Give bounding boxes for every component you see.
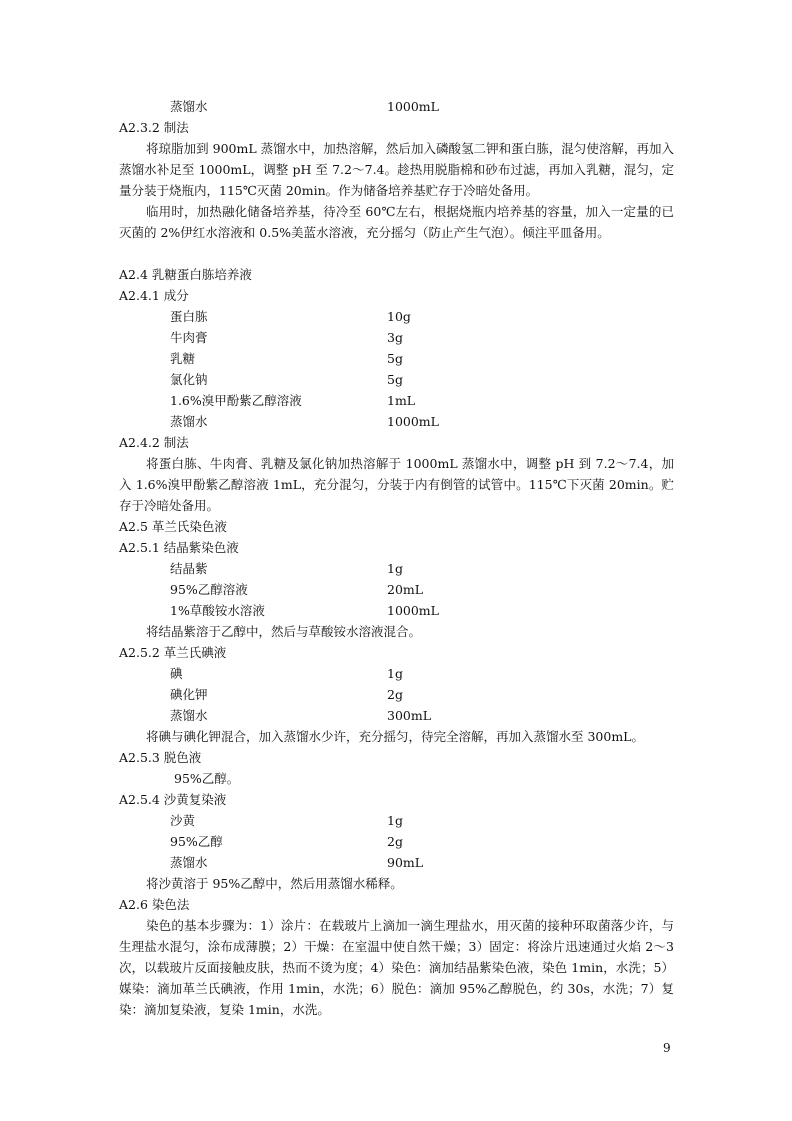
ingredient-name: 结晶紫 <box>170 561 208 576</box>
ingredient-qty: 1000mL <box>387 414 439 429</box>
ingredient-name: 蒸馏水 <box>170 708 208 723</box>
subsection-heading-a2-5-4: A2.5.4 沙黄复染液 <box>119 792 227 807</box>
ingredient-name: 沙黄 <box>170 813 196 828</box>
section-heading-a2-6: A2.6 染色法 <box>119 897 190 912</box>
ingredient-qty: 5g <box>387 372 403 387</box>
text-a2-5-3: 95%乙醇。 <box>174 771 240 786</box>
page-number: 9 <box>663 1041 671 1055</box>
paragraph-a2-3-2-preparation: 将琼脂加到 900mL 蒸馏水中，加热溶解，然后加入磷酸氢二钾和蛋白胨，混匀使溶解，再加入蒸馏水补足至 1000mL，调整 pH 至 7.2～7.4。趁热用脱脂棉和砂布过滤，再加入乳糖，混匀，定量分装于烧瓶内，115℃灭菌 20min。作为储备培养基贮存于冷暗处备用。 <box>119 141 674 198</box>
ingredient-name: 1%草酸铵水溶液 <box>170 603 265 618</box>
ingredient-name: 碘化钾 <box>170 687 208 702</box>
ingredient-qty: 90mL <box>387 855 424 870</box>
ingredient-qty: 1g <box>387 813 403 828</box>
note-a2-5-1: 将结晶紫溶于乙醇中，然后与草酸铵水溶液混合。 <box>146 624 422 639</box>
ingredient-qty: 1g <box>387 666 403 681</box>
ingredient-qty: 300mL <box>387 708 432 723</box>
paragraph-a2-6-staining: 染色的基本步骤为：1）涂片：在载玻片上滴加一滴生理盐水，用灭菌的接种环取菌落少许，与生理盐水混匀，涂布成薄膜；2）干燥：在室温中使自然干燥；3）固定：将涂片迅速通过火焰 2～3 次，以载玻片反面接触皮肤，热而不烫为度；4）染色：滴加结晶紫染色液，染色 1min，水洗；5）媒染：滴加革兰氏碘液，作用 1min，水洗；6）脱色：滴加 95%乙醇脱色，约 30s，水洗；7）复染：滴加复染液，复染 1min，水洗。 <box>119 918 674 1017</box>
paragraph-a2-3-2-usage: 临用时，加热融化储备培养基，待冷至 60℃左右，根据烧瓶内培养基的容量，加入一定量的已灭菌的 2%伊红水溶液和 0.5%美蓝水溶液，充分摇匀（防止产生气泡）。倾注平皿备用。 <box>119 204 674 240</box>
ingredient-name: 蛋白胨 <box>170 309 208 324</box>
note-a2-5-4: 将沙黄溶于 95%乙醇中，然后用蒸馏水稀释。 <box>146 876 403 891</box>
ingredient-name: 1.6%溴甲酚紫乙醇溶液 <box>170 393 302 408</box>
ingredient-name: 蒸馏水 <box>170 99 208 114</box>
subsection-heading-a2-5-3: A2.5.3 脱色液 <box>119 750 202 765</box>
ingredient-qty: 5g <box>387 351 403 366</box>
ingredient-qty: 2g <box>387 687 403 702</box>
ingredient-qty: 3g <box>387 330 403 345</box>
ingredient-name: 牛肉膏 <box>170 330 208 345</box>
section-heading-a2-3-2: A2.3.2 制法 <box>119 120 189 135</box>
ingredient-qty: 20mL <box>387 582 424 597</box>
note-a2-5-2: 将碘与碘化钾混合，加入蒸馏水少许，充分摇匀，待完全溶解，再加入蒸馏水至 300mL。 <box>146 729 644 744</box>
ingredient-qty: 1g <box>387 561 403 576</box>
ingredient-name: 蒸馏水 <box>170 855 208 870</box>
ingredient-qty: 1000mL <box>387 99 439 114</box>
paragraph-a2-4-2: 将蛋白胨、牛肉膏、乳糖及氯化钠加热溶解于 1000mL 蒸馏水中，调整 pH 到 7.2～7.4，加入 1.6%溴甲酚紫乙醇溶液 1mL，充分混匀，分装于内有倒管的试管中。115℃下灭菌 20min。贮存于冷暗处备用。 <box>119 456 674 513</box>
ingredient-name: 蒸馏水 <box>170 414 208 429</box>
ingredient-name: 乳糖 <box>170 351 196 366</box>
section-heading-a2-5: A2.5 革兰氏染色液 <box>119 519 227 534</box>
ingredient-name: 95%乙醇溶液 <box>170 582 248 597</box>
section-heading-a2-4: A2.4 乳糖蛋白胨培养液 <box>119 267 252 282</box>
subsection-heading-a2-5-1: A2.5.1 结晶紫染色液 <box>119 540 239 555</box>
ingredient-qty: 1000mL <box>387 603 439 618</box>
ingredient-qty: 1mL <box>387 393 416 408</box>
ingredient-qty: 10g <box>387 309 411 324</box>
ingredient-name: 95%乙醇 <box>170 834 223 849</box>
ingredient-name: 氯化钠 <box>170 372 208 387</box>
subsection-heading-a2-5-2: A2.5.2 革兰氏碘液 <box>119 645 227 660</box>
ingredient-name: 碘 <box>170 666 183 681</box>
subsection-heading-a2-4-2: A2.4.2 制法 <box>119 435 189 450</box>
ingredient-qty: 2g <box>387 834 403 849</box>
subsection-heading-a2-4-1: A2.4.1 成分 <box>119 288 189 303</box>
